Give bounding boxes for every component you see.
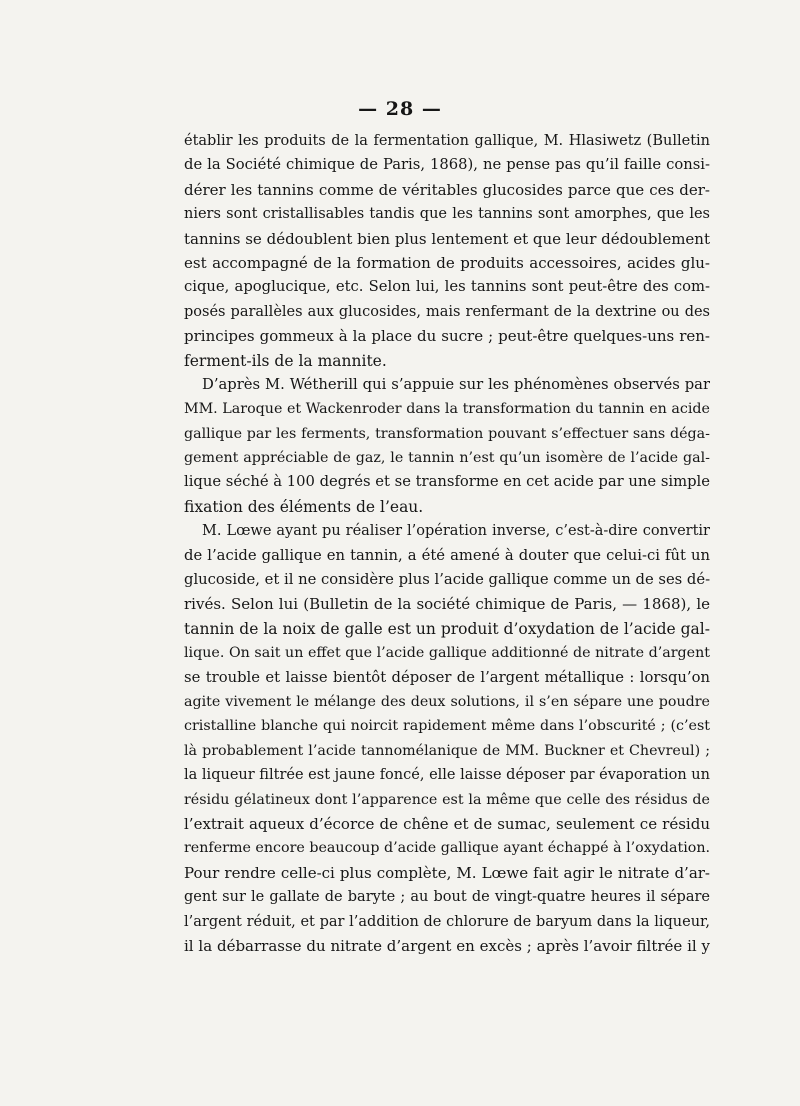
page-number: — 28 — bbox=[358, 98, 442, 120]
text-line: fixation des éléments de l’eau. bbox=[184, 497, 424, 516]
text-line: ferment-ils de la mannite. bbox=[184, 351, 387, 370]
text-line: M. Lœwe ayant pu réaliser l’opération inverse, c’est-à-dire convertir bbox=[202, 523, 710, 540]
text-line: dérer les tannins comme de véritables glucosides parce que ces der- bbox=[184, 180, 710, 199]
text-line: gallique par les ferments, transformation pouvant s’effectuer sans déga- bbox=[184, 425, 710, 442]
text-line: l’extrait aqueux d’écorce de chêne et de sumac, seulement ce résidu bbox=[184, 814, 710, 833]
text-line: MM. Laroque et Wackenroder dans la transformation du tannin en acide bbox=[184, 401, 710, 418]
text-line: rivés. Selon lui (Bulletin de la société chimique de Paris, — 1868), le bbox=[184, 595, 710, 614]
text-line: lique séché à 100 degrés et se transforme en cet acide par une simple bbox=[184, 473, 710, 491]
text-line: il la débarrasse du nitrate d’argent en excès ; après l’avoir filtrée il y bbox=[184, 936, 710, 955]
text-line: D’après M. Wétherill qui s’appuie sur les phénomènes observés par bbox=[202, 375, 710, 393]
text-line: agite vivement le mélange des deux solutions, il s’en sépare une poudre bbox=[184, 693, 710, 710]
text-line: la liqueur filtrée est jaune foncé, elle laisse déposer par évaporation un bbox=[184, 767, 710, 784]
text-line: cique, apoglucique, etc. Selon lui, les tannins sont peut-être des com- bbox=[184, 278, 710, 296]
text-line: Pour rendre celle-ci plus complète, M. Lœwe fait agir le nitrate d’ar- bbox=[184, 863, 710, 882]
text-line: tannin de la noix de galle est un produit d’oxydation de l’acide gal- bbox=[184, 619, 710, 638]
text-line: de la Société chimique de Paris, 1868), ne pense pas qu’il faille consi- bbox=[184, 156, 710, 174]
text-line: niers sont cristallisables tandis que les tannins sont amorphes, que les bbox=[184, 206, 710, 223]
text-line: résidu gélatineux dont l’apparence est la même que celle des résidus de bbox=[184, 791, 710, 808]
text-line: se trouble et laisse bientôt déposer de l’argent métallique : lorsqu’on bbox=[184, 668, 710, 686]
text-line: là probablement l’acide tannomélanique de MM. Buckner et Chevreul) ; bbox=[184, 742, 710, 759]
text-line: cristalline blanche qui noircit rapidement même dans l’obscurité ; (c’est bbox=[184, 718, 710, 735]
text-line: gement appréciable de gaz, le tannin n’est qu’un isomère de l’acide gal- bbox=[184, 450, 710, 467]
text-line: est accompagné de la formation de produits accessoires, acides glu- bbox=[184, 253, 710, 272]
text-line: gent sur le gallate de baryte ; au bout de vingt-quatre heures il sépare bbox=[184, 889, 710, 906]
text-line: posés parallèles aux glucosides, mais renfermant de la dextrine ou des bbox=[184, 303, 710, 320]
text-line: tannins se dédoublent bien plus lentement et que leur dédoublement bbox=[184, 229, 710, 248]
text-line: glucoside, et il ne considère plus l’acide gallique comme un de ses dé- bbox=[184, 571, 710, 589]
text-line: l’argent réduit, et par l’addition de chlorure de baryum dans la liqueur, bbox=[184, 913, 710, 930]
text-line: renferme encore beaucoup d’acide gallique ayant échappé à l’oxydation. bbox=[184, 840, 710, 857]
body-text bbox=[184, 129, 710, 958]
text-line: lique. On sait un effet que l’acide gallique additionné de nitrate d’argent bbox=[184, 645, 710, 662]
text-line: établir les produits de la fermentation gallique, M. Hlasiwetz (Bulletin bbox=[184, 133, 710, 149]
text-line: principes gommeux à la place du sucre ; peut-être quelques-uns ren- bbox=[184, 327, 710, 346]
text-line: de l’acide gallique en tannin, a été amené à douter que celui-ci fût un bbox=[184, 546, 710, 564]
